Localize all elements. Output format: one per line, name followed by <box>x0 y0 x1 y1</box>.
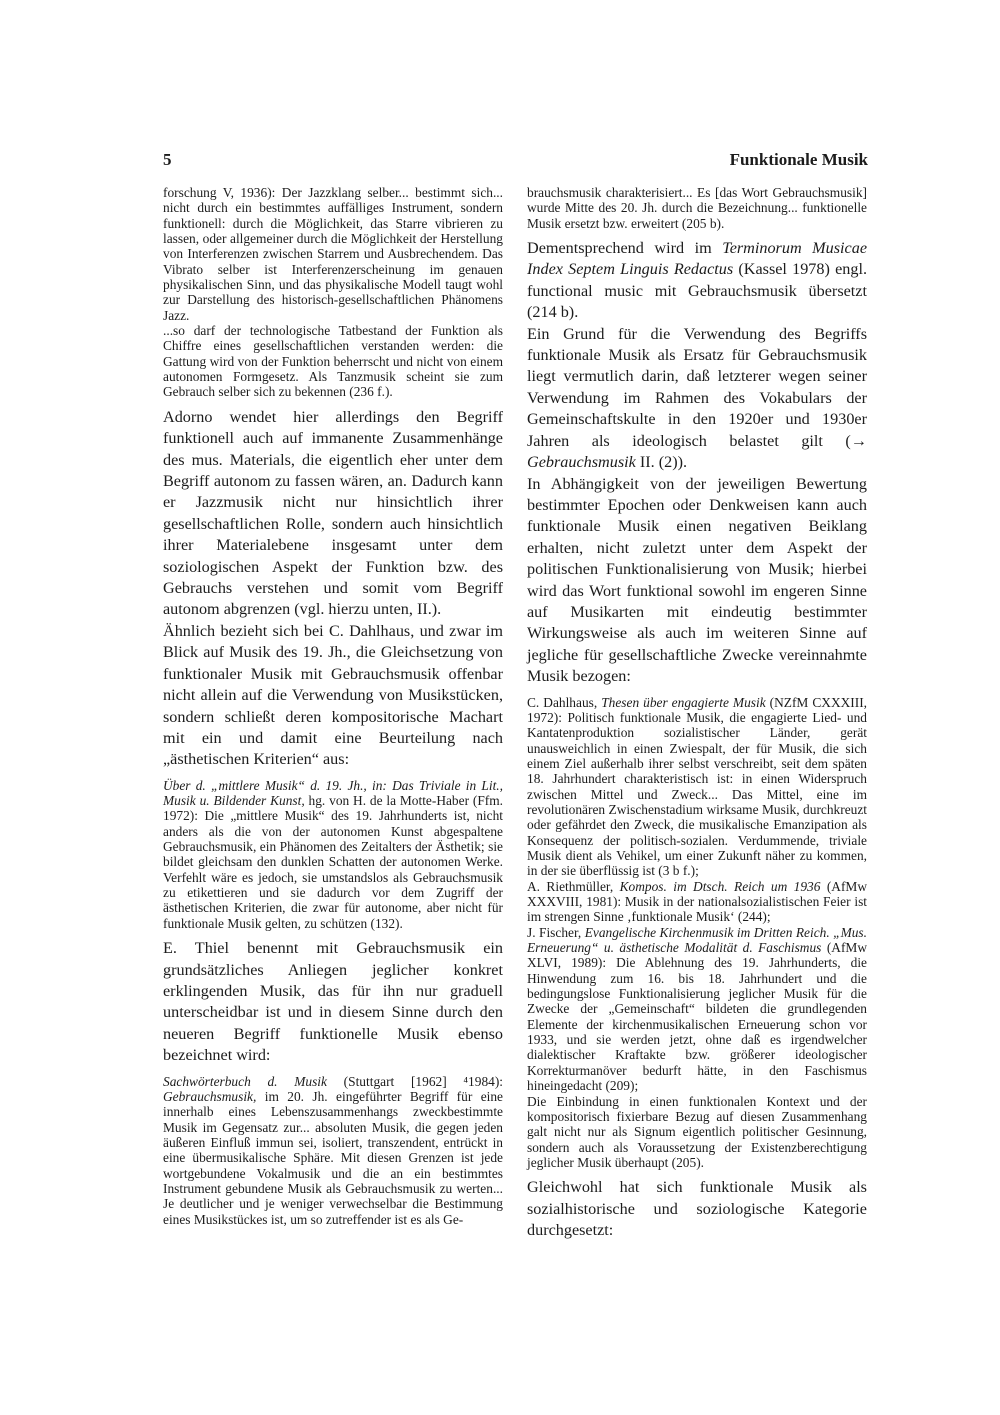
body-paragraph: Ähnlich bezieht sich bei C. Dahlhaus, und zwar im Blick auf Musik des 19. Jh., die Gleichsetzung von funktionaler Musik mit Gebrauchsmusik offenbar nicht allein auf die Verwendung von Musikstücken, sondern schließt deren kompositorische Machart mit ein und damit eine Beurteilung nach „ästhetischen Kriterien“ aus: <box>163 621 503 769</box>
quote-sachwoerterbuch <box>163 1074 503 1227</box>
quote-dahlhaus-mittlere-musik <box>163 778 503 931</box>
body-paragraph: Ein Grund für die Verwendung des Begriffs funktionale Musik als Ersatz für Gebrauchsmusik liegt vermutlich darin, daß letzterer wegen seiner Verwendung im Rahmen des Vokabulars der Gemeinschaftskulte in den 1920er und 1930er Jahren als ideologisch belastet gilt (→ Gebrauchsmusik II. (2)). <box>527 324 867 472</box>
left-column <box>163 185 503 1227</box>
quote-source-title: Evangelische Kirchenmusik im Dritten Reich. „Mus. Erneuerung“ u. ästhetische Modalität d. Faschismus <box>527 924 867 956</box>
running-head: Funktionale Musik <box>729 150 868 169</box>
body-paragraph: Gleichwohl hat sich funktionale Musik als sozialhistorische und soziologische Kategorie durchgesetzt: <box>527 1178 867 1240</box>
quote-term: Gebrauchsmusik, <box>163 1088 257 1104</box>
quote-text: im 20. Jh. eingeführter Begriff für eine innerhalb eines Lebenszusammenhangs zweckbestimmte Musik im Gegensatz zur... absoluten Musik, die gegen jeden äußeren Einfluß immun sei, isoliert, transzendent, entrückt in eine übermusikalische Sphäre. Mit diesen Grenzen ist jede wortgebundene Vokalmusik und die an ein bestimmtes Instrument gebundene Musik als Gebrauchsmusik zu werten... Je deutlicher und je weniger verwechselbar die Bestimmung eines Musikstückes ist, um so zutreffender ist es als Ge- <box>163 1088 503 1227</box>
cross-reference: Gebrauchsmusik <box>527 453 636 472</box>
body-paragraph: E. Thiel benennt mit Gebrauchsmusik ein grundsätzliches Anliegen jeglicher konkret erklingenden Musik, das für ihn nur graduell unterscheidbar ist und in diesem Sinne durch den neueren Begriff funktionelle Musik ebenso bezeichnet wird: <box>163 939 503 1065</box>
quote-source-title: Kompos. im Dtsch. Reich um 1936 <box>619 878 821 894</box>
quote-text: (AfMw XXXVIII, 1981): Musik in der nationalsozialistischen Feier ist im strengen Sinne ‚funktionale Musik‘ (244); <box>527 878 867 925</box>
body-paragraph: In Abhängigkeit von der jeweiligen Bewertung bestimmter Epochen oder Denkweisen kann auch funktionale Musik einen negativen Beiklang erhalten, nicht zuletzt unter dem Aspekt der politischen Funktionalisierung von Musik; hierbei wird das Wort funktional sowohl im engeren Sinne auf Musikarten mit eindeutig bestimmter Wirkungsweise als auch im weiteren Sinne auf jegliche für gesellschaftliche Zwecke vereinnahmte Musik bezogen: <box>527 474 867 686</box>
quote-riethmueller: A. Riethmüller, Kompos. im Dtsch. Reich um 1936 (AfMw XXXVIII, 1981): Musik in der nationalsozialistischen Feier ist im strengen Sinne ‚funktionale Musik‘ (244); <box>527 878 867 925</box>
quote-citation: (Stuttgart [1962] ⁴1984): <box>326 1073 504 1089</box>
page-header <box>163 150 868 176</box>
quote-adorno-1: forschung V, 1936): Der Jazzklang selber... bestimmt sich... nicht durch ein bestimmtes auffälliges Instrument, sondern funktionell: durch die Möglichkeit, das Starre vibrieren zu lassen, oder allgemeiner durch die Möglichkeit der Herstellung von Interferenzen zwischen Starrem und Ausbrechendem. Das Vibrato selber ist Interferenzerscheinung im genauen physikalischen Sinn, und das physikalische Modell taugt wohl zur Darstellung des historisch-gesellschaftlichen Phänomens Jazz. <box>163 185 503 323</box>
page-number: 5 <box>163 150 172 169</box>
body-paragraph: Adorno wendet hier allerdings den Begriff funktionell auch auf immanente Zusammenhänge des mus. Materials, die eigentlich eher unter dem Begriff autonom zu fassen wären, an. Dadurch kann er Jazzmusik nicht nur hinsichtlich ihrer gesellschaftlichen Rolle, sondern auch hinsichtlich ihrer Materialebene insgesamt unter dem soziologischen Aspekt der Funktion bzw. des Gebrauchs verstehen und somit vom Begriff autonom abgrenzen (vgl. hierzu unten, II.). <box>163 407 503 619</box>
cited-title: Terminorum Musicae Index Septem Linguis Redactus <box>527 239 868 279</box>
quote-adorno-2: ...so darf der technologische Tatbestand der Funktion als Chiffre eines gesellschaftlichen verstanden werden: die Gattung wird von der Funktion beherrscht und nicht von einem autonomen Formgesetz. Als Tanzmusik scheint sie zum Gebrauch selber sich zu bekennen (236 f.). <box>163 323 503 400</box>
quote-continuation: brauchsmusik charakterisiert... Es [das Wort Gebrauchsmusik] wurde Mitte des 20. Jh. durch die Bezeichnung... funktionelle Musik ersetzt bzw. erweitert (205 b). <box>527 185 867 231</box>
quote-source-title: Thesen über engagierte Musik <box>601 694 766 710</box>
quote-text: (AfMw XLVI, 1989): Die Ablehnung des 19. Jahrhunderts, die Hinwendung zum 16. bis 18. Jahrhundert und die bedingungslose Funktionalisierung jeglicher Musik für die Zwecke der „Gemeinschaft“ bildeten die grundlegenden Elemente der kirchenmusikalischen Erneuerung schon vor 1933, und sie werden jetzt, ohne daß es irgendwelcher dialektischer Kraftakte bzw. größerer ideologischer Korrekturmanöver bedurft hätte, in den Faschismus hineingedacht (209); <box>527 940 867 1094</box>
quote-fischer-continued: Die Einbindung in einen funktionalen Kontext und der kompositorisch fixierbare Bezug auf diesen Zusammenhang galt nicht nur als Signum eigentlich politischer Gesinnung, sondern auch als Voraussetzung der Existenzberechtigung jeglicher Musik überhaupt (205). <box>527 1093 867 1170</box>
body-paragraph: Dementsprechend wird im Terminorum Musicae Index Septem Linguis Redactus (Kassel 1978) engl. functional music mit Gebrauchsmusik übersetzt (214 b). <box>527 239 868 322</box>
right-column <box>527 185 867 1241</box>
quote-text: hg. von H. de la Motte-Haber (Ffm. 1972): Die „mittlere Musik“ des 19. Jahrhunderts ist, nicht anders als die von der autonomen Kunst abgespaltene Gebrauchsmusik, ein Phänomen des Zeitalters der Ästhetik; sie bildet gleichsam den dunklen Schatten der autonomen Werke. Verfehlt wäre es jedoch, sie umstandslos als Gebrauchsmusik zu etikettieren und sie dadurch vor dem Zugriff der ästhetischen Kriterien, die zwar für autonome, aber nicht für funktionale Musik gelten, zu schützen (132). <box>163 793 504 931</box>
quote-dahlhaus-thesen: C. Dahlhaus, Thesen über engagierte Musik (NZfM CXXXIII, 1972): Politisch funktionale Musik, die engagierte Lied- und Kantatenproduktion sozialistischer Länder, gerät unausweichlich in einen Zwiespalt, der für Musik, die sich einem Ziel außerhalb ihrer selbst verschreibt, seit dem späten 18. Jahrhundert charakteristisch ist: in einen Widerspruch zwischen Mittel und Zweck... Das Mittel, eine im revolutionären Zwischenstadium wirksame Musik, durchkreuzt oder gefährdet den Zweck, die musikalische Emanzipation als Konsequenz der politisch-sozialen. Verdummende, triviale Musik dient als Vehikel, um einer Zukunft näher zu kommen, in der sie überflüssig ist (3 b f.); <box>527 694 868 879</box>
quote-source-title: Sachwörterbuch d. Musik <box>163 1073 327 1089</box>
quote-source-title: Über d. „mittlere Musik“ d. 19. Jh., in: Das Triviale in Lit., Musik u. Bildender Kunst, <box>163 777 503 809</box>
quote-fischer: J. Fischer, Evangelische Kirchenmusik im Dritten Reich. „Mus. Erneuerung“ u. ästhetische Modalität d. Faschismus (AfMw XLVI, 1989): Die Ablehnung des 19. Jahrhunderts, die Hinwendung zum 16. bis 18. Jahrhundert und die bedingungslose Funktionalisierung jeglicher Musik für die Zwecke der „Gemeinschaft“ bildeten die grundlegenden Elemente der kirchenmusikalischen Erneuerung schon vor 1933, und sie werden jetzt, ohne daß es irgendwelcher dialektischer Kraftakte bzw. größerer ideologischer Korrekturmanöver bedurft hätte, in den Faschismus hineingedacht (209); <box>527 924 867 1094</box>
quote-text: (NZfM CXXXIII, 1972): Politisch funktionale Musik, die engagierte Lied- und Kantatenproduktion sozialistischer Länder, gerät unausweichlich in einen Zwiespalt, der für Musik, die sich einem Ziel außerhalb ihrer selbst verschreibt, seit dem späten 18. Jahrhundert charakteristisch ist: in einen Widerspruch zwischen Mittel und Zweck... Das Mittel, eine im revolutionären Zwischenstadium wirksame Musik, durchkreuzt oder gefährdet den Zweck, die musikalische Emanzipation als Konsequenz der politisch-sozialen. Verdummende, triviale Musik dient als Vehikel, um einer Zukunft näher zu kommen, in der sie überflüssig ist (3 b f.); <box>527 694 868 879</box>
